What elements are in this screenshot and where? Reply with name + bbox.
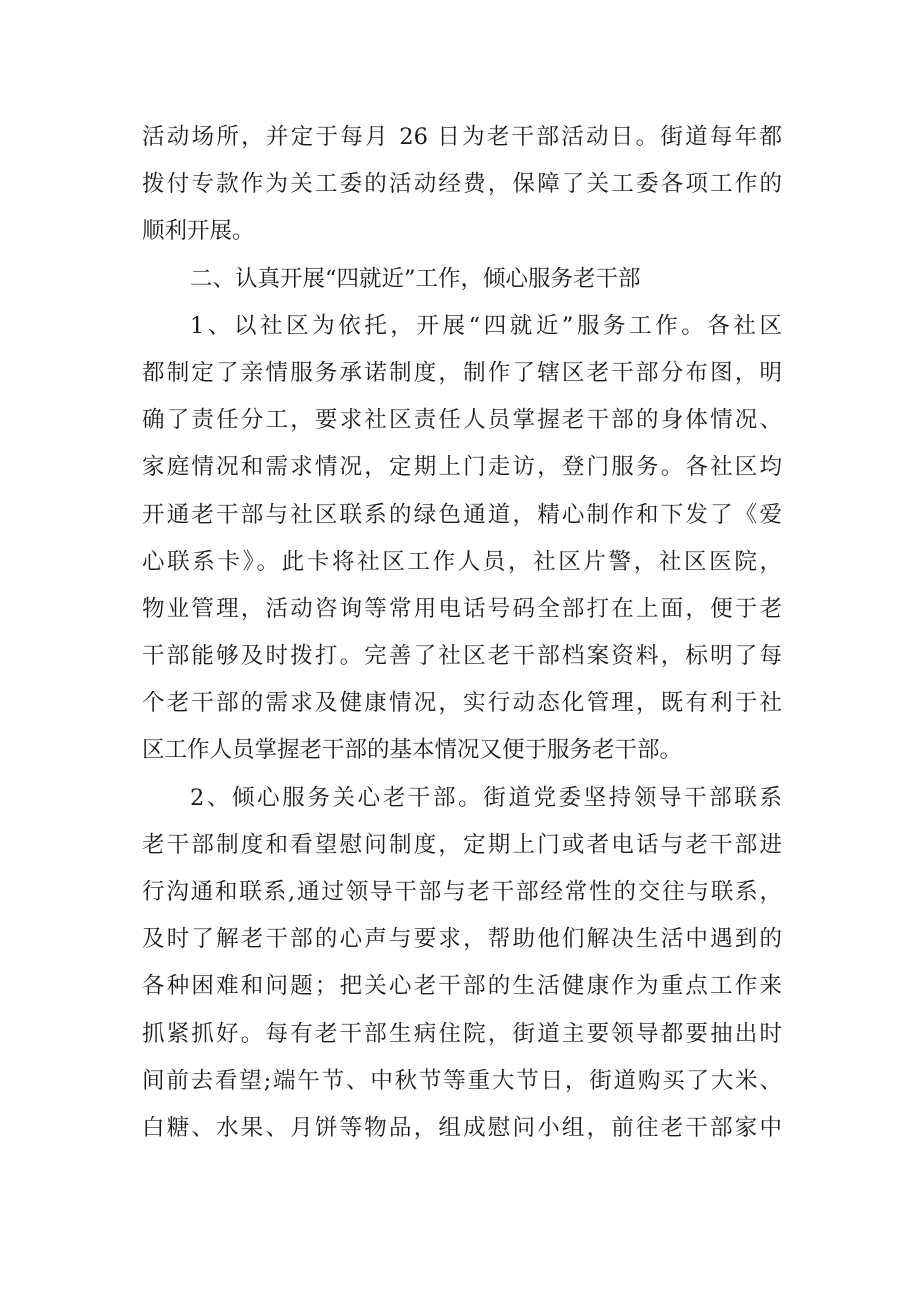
text-line: 心联系卡》。此卡将社区工作人员，社区片警，社区医院， [142,548,782,575]
text-line: 间前去看望;端午节、中秋节等重大节日，街道购买了大米、 [142,1067,782,1094]
text-line: 抓紧抓好。每有老干部生病住院，街道主要领导都要抽出时 [142,1020,782,1047]
text-line: 干部能够及时拨打。完善了社区老干部档案资料，标明了每 [142,643,782,670]
body-text [142,114,782,1152]
text-line: 顺利开展。 [142,218,255,245]
text-line: 各种困难和问题；把关心老干部的生活健康作为重点工作来 [142,973,782,1000]
text-line: 物业管理，活动咨询等常用电话号码全部打在上面，便于老 [142,595,782,622]
text-line: 活动场所，并定于每月 26 日为老干部活动日。街道每年都 [142,124,782,150]
text-line: 1、以社区为依托，开展“四就近”服务工作。各社区 [190,312,782,339]
text-line: 及时了解老干部的心声与要求，帮助他们解决生活中遇到的 [142,926,782,953]
text-line: 老干部制度和看望慰问制度，定期上门或者电话与老干部进 [142,831,782,858]
section-heading: 二、认真开展“四就近”工作，倾心服务老干部 [190,265,641,292]
text-line: 确了责任分工，要求社区责任人员掌握老干部的身体情况、 [142,407,782,434]
text-line: 2、倾心服务关心老干部。街道党委坚持领导干部联系 [190,784,782,811]
text-line: 个老干部的需求及健康情况，实行动态化管理，既有利于社 [142,690,782,717]
text-line: 区工作人员掌握老干部的基本情况又便于服务老干部。 [142,737,683,764]
text-line: 行沟通和联系,通过领导干部与老干部经常性的交往与联系， [142,879,782,905]
text-line: 都制定了亲情服务承诺制度，制作了辖区老干部分布图，明 [142,359,782,386]
text-line: 白糖、水果、月饼等物品，组成慰问小组，前往老干部家中 [142,1114,782,1141]
text-line: 家庭情况和需求情况，定期上门走访，登门服务。各社区均 [142,454,782,481]
text-line: 开通老干部与社区联系的绿色通道，精心制作和下发了《爱 [142,501,782,528]
text-line: 拨付专款作为关工委的活动经费，保障了关工委各项工作的 [142,171,782,198]
